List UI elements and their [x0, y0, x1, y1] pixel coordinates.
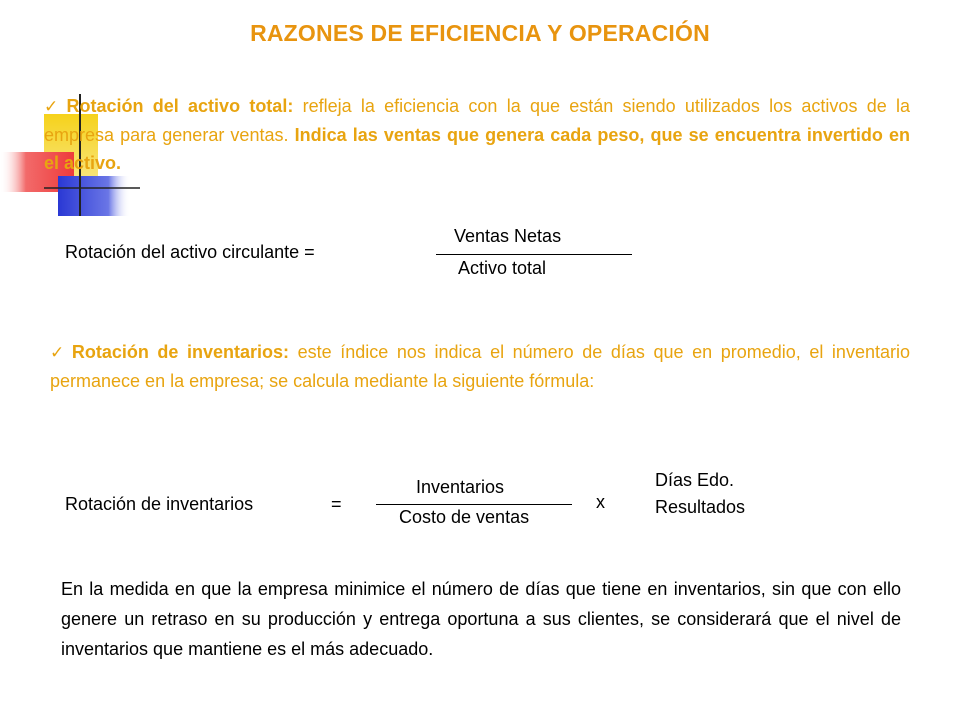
formula2-equals: =	[331, 494, 342, 514]
section-text: refleja la eficiencia con la que están siendo utilizados los activos de la empresa para generar ventas.	[44, 96, 910, 145]
formula1-fraction-bar	[436, 254, 632, 255]
formula1-numerator: Ventas Netas	[454, 226, 562, 246]
formula2-times: x	[596, 492, 605, 512]
formula2-numerator: Inventarios	[416, 477, 505, 497]
section-text: este índice nos indica el número de días que en promedio, el inventario permanece en la empresa; se calcula mediante la siguiente fórmula:	[50, 342, 910, 391]
formula2-denominator: Costo de ventas	[399, 507, 530, 527]
section-heading: Rotación de inventarios:	[71, 342, 290, 362]
formula2-fraction-bar	[376, 504, 572, 505]
formula2-factor-line1: Días Edo.	[655, 470, 735, 490]
formula1-denominator: Activo total	[458, 258, 547, 278]
section-heading: Rotación del activo total:	[66, 96, 294, 116]
formula2-factor-line2: Resultados	[655, 497, 746, 517]
formula2-label: Rotación de inventarios	[65, 494, 254, 514]
conclusion-paragraph: En la medida en que la empresa minimice el número de días que tiene en inventarios, sin que con ello genere un retraso en su producción y entrega oportuna a sus clientes, se considerará que el nivel de inventarios que mantiene es el más adecuado.	[61, 579, 901, 659]
section-inventarios	[50, 338, 910, 395]
section-activo-total	[44, 92, 910, 177]
checkmark-icon: ✓	[44, 97, 63, 116]
formula1-label: Rotación del activo circulante =	[65, 242, 315, 262]
page-title: RAZONES DE EFICIENCIA Y OPERACIÓN	[250, 20, 710, 46]
checkmark-icon: ✓	[50, 343, 68, 362]
section-emphasis: Indica las ventas que genera cada peso, que se encuentra invertido en el activo.	[44, 125, 910, 173]
blue-square	[58, 176, 130, 216]
